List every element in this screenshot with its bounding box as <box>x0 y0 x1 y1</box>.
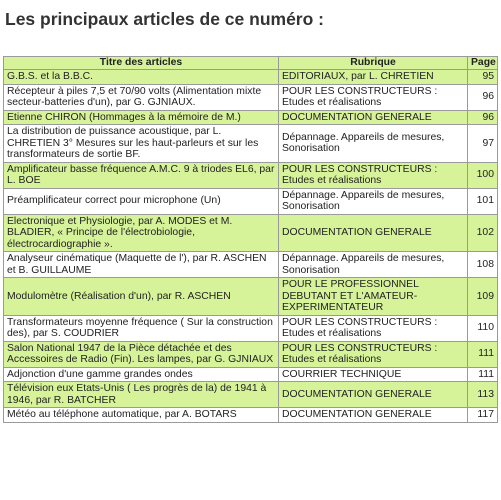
table-row <box>4 188 498 214</box>
page-number-cell: 100 <box>468 162 498 188</box>
table-row <box>4 341 498 367</box>
table-row <box>4 84 498 110</box>
article-title-cell: Modulomètre (Réalisation d'un), par R. ASCHEN <box>4 278 279 316</box>
rubrique-cell: Dépannage. Appareils de mesures, Sonorisation <box>279 252 468 278</box>
article-title-cell: G.B.S. et la B.B.C. <box>4 70 279 85</box>
page-number-cell: 111 <box>468 367 498 382</box>
table-row <box>4 382 498 408</box>
article-title-cell: Analyseur cinématique (Maquette de l'), par R. ASCHEN et B. GUILLAUME <box>4 252 279 278</box>
article-title-cell: Transformateurs moyenne fréquence ( Sur la construction des), par S. COUDRIER <box>4 315 279 341</box>
table-row <box>4 315 498 341</box>
page-number-cell: 117 <box>468 408 498 423</box>
rubrique-cell: DOCUMENTATION GENERALE <box>279 214 468 252</box>
article-title-cell: Météo au téléphone automatique, par A. BOTARS <box>4 408 279 423</box>
articles-table <box>3 56 498 423</box>
page-number-cell: 102 <box>468 214 498 252</box>
article-title-cell: Electronique et Physiologie, par A. MODES et M. BLADIER, « Principe de l'électrobiologie, électrocardiographie ». <box>4 214 279 252</box>
page-number-cell: 97 <box>468 125 498 163</box>
page-number-cell: 113 <box>468 382 498 408</box>
rubrique-cell: POUR LES CONSTRUCTEURS : Etudes et réalisations <box>279 162 468 188</box>
rubrique-cell: Dépannage. Appareils de mesures, Sonorisation <box>279 188 468 214</box>
article-title-cell: Etienne CHIRON (Hommages à la mémoire de M.) <box>4 110 279 125</box>
page-number-cell: 95 <box>468 70 498 85</box>
table-row <box>4 162 498 188</box>
table-row <box>4 214 498 252</box>
table-header-row <box>4 57 498 70</box>
rubrique-cell: DOCUMENTATION GENERALE <box>279 382 468 408</box>
rubrique-cell: POUR LES CONSTRUCTEURS : Etudes et réalisations <box>279 341 468 367</box>
column-header-title: Titre des articles <box>4 57 279 70</box>
article-title-cell: Télévision eux Etats-Unis ( Les progrès de la) de 1941 à 1946, par R. BATCHER <box>4 382 279 408</box>
rubrique-cell: POUR LES CONSTRUCTEURS : Etudes et réalisations <box>279 315 468 341</box>
table-row <box>4 110 498 125</box>
page-number-cell: 108 <box>468 252 498 278</box>
article-title-cell: Amplificateur basse fréquence A.M.C. 9 à triodes EL6, par L. BOE <box>4 162 279 188</box>
page-number-cell: 101 <box>468 188 498 214</box>
rubrique-cell: Dépannage. Appareils de mesures, Sonorisation <box>279 125 468 163</box>
rubrique-cell: POUR LE PROFESSIONNEL DEBUTANT ET L'AMATEUR-EXPERIMENTATEUR <box>279 278 468 316</box>
page-number-cell: 110 <box>468 315 498 341</box>
rubrique-cell: COURRIER TECHNIQUE <box>279 367 468 382</box>
rubrique-cell: POUR LES CONSTRUCTEURS : Etudes et réalisations <box>279 84 468 110</box>
table-row <box>4 70 498 85</box>
rubrique-cell: DOCUMENTATION GENERALE <box>279 110 468 125</box>
page-number-cell: 96 <box>468 110 498 125</box>
table-row <box>4 125 498 163</box>
article-title-cell: Salon National 1947 de la Pièce détachée et des Accessoires de Radio (Fin). Les lampes, par G. GJNIAUX <box>4 341 279 367</box>
column-header-rubrique: Rubrique <box>279 57 468 70</box>
table-row <box>4 408 498 423</box>
column-header-page: Page <box>468 57 498 70</box>
article-title-cell: La distribution de puissance acoustique, par L. CHRETIEN 3° Mesures sur les haut-parleurs et sur les transformateurs de sortie BF. <box>4 125 279 163</box>
page-number-cell: 96 <box>468 84 498 110</box>
page-number-cell: 109 <box>468 278 498 316</box>
table-row <box>4 278 498 316</box>
table-body <box>4 70 498 423</box>
article-title-cell: Récepteur à piles 7,5 et 70/90 volts (Alimentation mixte secteur-batteries d'un), par G. GJNIAUX. <box>4 84 279 110</box>
page-title: Les principaux articles de ce numéro : <box>5 9 324 29</box>
table-row <box>4 252 498 278</box>
table-row <box>4 367 498 382</box>
article-title-cell: Adjonction d'une gamme grandes ondes <box>4 367 279 382</box>
page-number-cell: 111 <box>468 341 498 367</box>
rubrique-cell: EDITORIAUX, par L. CHRETIEN <box>279 70 468 85</box>
article-title-cell: Préamplificateur correct pour microphone (Un) <box>4 188 279 214</box>
rubrique-cell: DOCUMENTATION GENERALE <box>279 408 468 423</box>
